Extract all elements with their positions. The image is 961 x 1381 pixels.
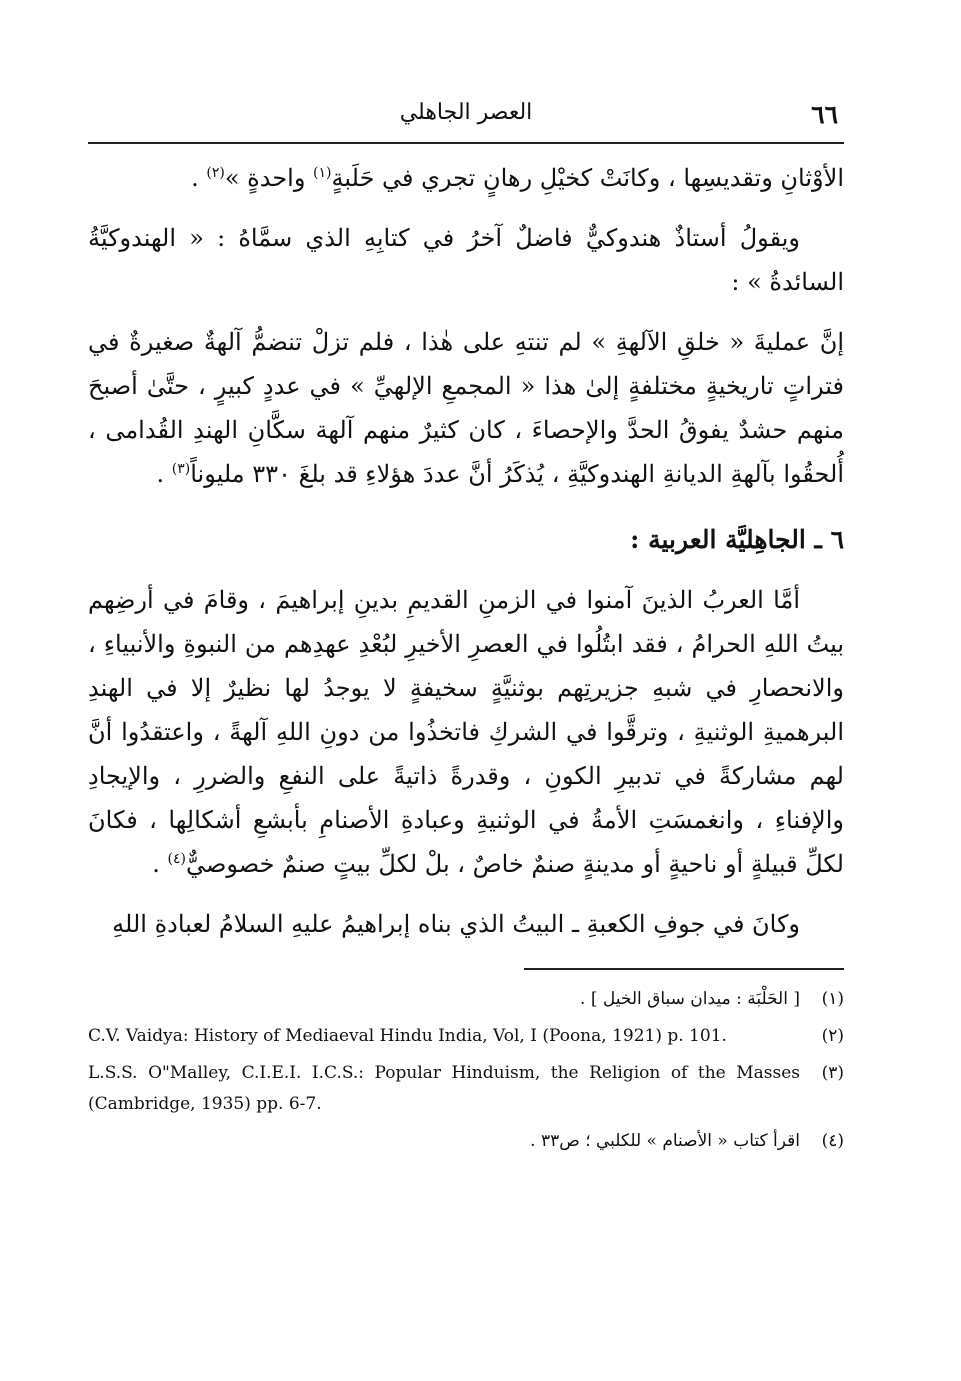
paragraph-text: الأوْثانِ وتقديسِها ، وكانَتْ كخيْلِ رهانٍ تجري في حَلَبةٍ bbox=[331, 164, 844, 192]
footnote-number: (١) bbox=[821, 989, 844, 1009]
paragraph-main bbox=[88, 578, 844, 886]
page-header bbox=[88, 98, 844, 144]
paragraph-intro-quote: ويقولُ أستاذٌ هندوكيٌّ فاضلٌ آخرُ في كتابِهِ الذي سمَّاهُ : « الهندوكيَّةُ السائدةُ » : bbox=[88, 224, 844, 296]
footnote-number: (٢) bbox=[821, 1026, 844, 1046]
section-heading: ٦ ـ الجاهِليَّة العربية : bbox=[630, 525, 844, 554]
paragraph-continuation bbox=[88, 156, 844, 200]
footnote-number: (٤) bbox=[821, 1131, 844, 1151]
footnote-ref[interactable]: (٣) bbox=[171, 461, 191, 477]
paragraph-text: أمَّا العربُ الذينَ آمنوا في الزمنِ القديمِ بدينِ إبراهيمَ ، وقامَ في أرضِهم بيتُ اللهِ الحرامُ ، فقد ابتُلُوا في العصرِ الأخيرِ لبُعْدِ عهدِهم من النبوةِ والأنبياءِ ، والانحصارِ في شبهِ جزيرتِهم بوثنيَّةٍ سخيفةٍ لا يوجدُ لها نظيرٌ إلا في الهندِ البرهميةِ الوثنيةِ ، وترقَّوا في الشركِ فاتخذُوا من دونِ اللهِ آلهةً ، واعتقدُوا أنَّ لهم مشاركةً في تدبيرِ الكونِ ، وقدرةً ذاتيةً على النفعِ والضررِ ، والإيجادِ والإفناءِ ، وانغمسَتِ الأمةُ في الوثنيةِ وعبادةِ الأصنامِ بأبشعِ أشكالِها ، فكانَ لكلِّ قبيلةٍ أو ناحيةٍ أو مدينةٍ صنمٌ خاصٌ ، بلْ لكلِّ بيتٍ صنمٌ خصوصيٌّ bbox=[88, 586, 844, 878]
footnote-text: [ الحَلْبَة : ميدان سباق الخيل ] . bbox=[580, 989, 800, 1009]
running-title: العصر الجاهلي bbox=[399, 100, 533, 125]
footnote-ref[interactable]: (٢) bbox=[206, 165, 225, 181]
paragraph-text: . bbox=[191, 164, 207, 192]
footnote-item bbox=[88, 984, 844, 1015]
paragraph-text: واحدةٍ » bbox=[224, 164, 314, 192]
block-quote bbox=[88, 320, 844, 496]
quote-text: . bbox=[156, 460, 172, 488]
footnote-ref[interactable]: (١) bbox=[313, 165, 332, 181]
footnote-text: اقرأ كتاب « الأصنام » للكلبي ؛ ص٣٣ . bbox=[530, 1131, 800, 1151]
footnotes bbox=[88, 984, 844, 1157]
footnote-text: L.S.S. O"Malley, C.I.E.I. I.C.S.: Popular Hinduism, the Religion of the Masses (Cambridge, 1935) pp. 6-7. bbox=[88, 1063, 800, 1114]
footnote-text: C.V. Vaidya: History of Mediaeval Hindu India, Vol, I (Poona, 1921) p. 101. bbox=[88, 1026, 727, 1046]
quote-text: إنَّ عمليةَ « خلقِ الآلهةِ » لم تنتهِ على هٰذا ، فلم تزلْ تنضمُّ آلهةٌ صغيرةٌ في فتراتٍ تاريخيةٍ مختلفةٍ إلىٰ هذا « المجمعِ الإلهيِّ » في عددٍ كبيرٍ ، حتَّىٰ أصبحَ منهم حشدٌ يفوقُ الحدَّ والإحصاءَ ، كان كثيرٌ منهم آلهة سكَّانِ الهندِ القُدامى ، أُلحقُوا بآلهةِ الديانةِ الهندوكيَّةِ ، يُذكَرُ أنَّ عددَ هؤلاءِ قد بلغَ ٣٣٠ مليوناً bbox=[88, 328, 844, 488]
paragraph-last: وكانَ في جوفِ الكعبةِ ـ البيتُ الذي بناه إبراهيمُ عليهِ السلامُ لعبادةِ اللهِ bbox=[112, 910, 800, 938]
book-page bbox=[88, 98, 844, 1163]
page-number: ٦٦ bbox=[811, 100, 838, 129]
footnote-item bbox=[88, 1058, 844, 1120]
footnote-item bbox=[88, 1126, 844, 1157]
footnote-number: (٣) bbox=[821, 1063, 844, 1083]
footnote-divider bbox=[524, 968, 844, 970]
footnote-item bbox=[88, 1021, 844, 1052]
footnote-ref[interactable]: (٤) bbox=[167, 851, 186, 867]
paragraph-text: . bbox=[152, 850, 168, 878]
